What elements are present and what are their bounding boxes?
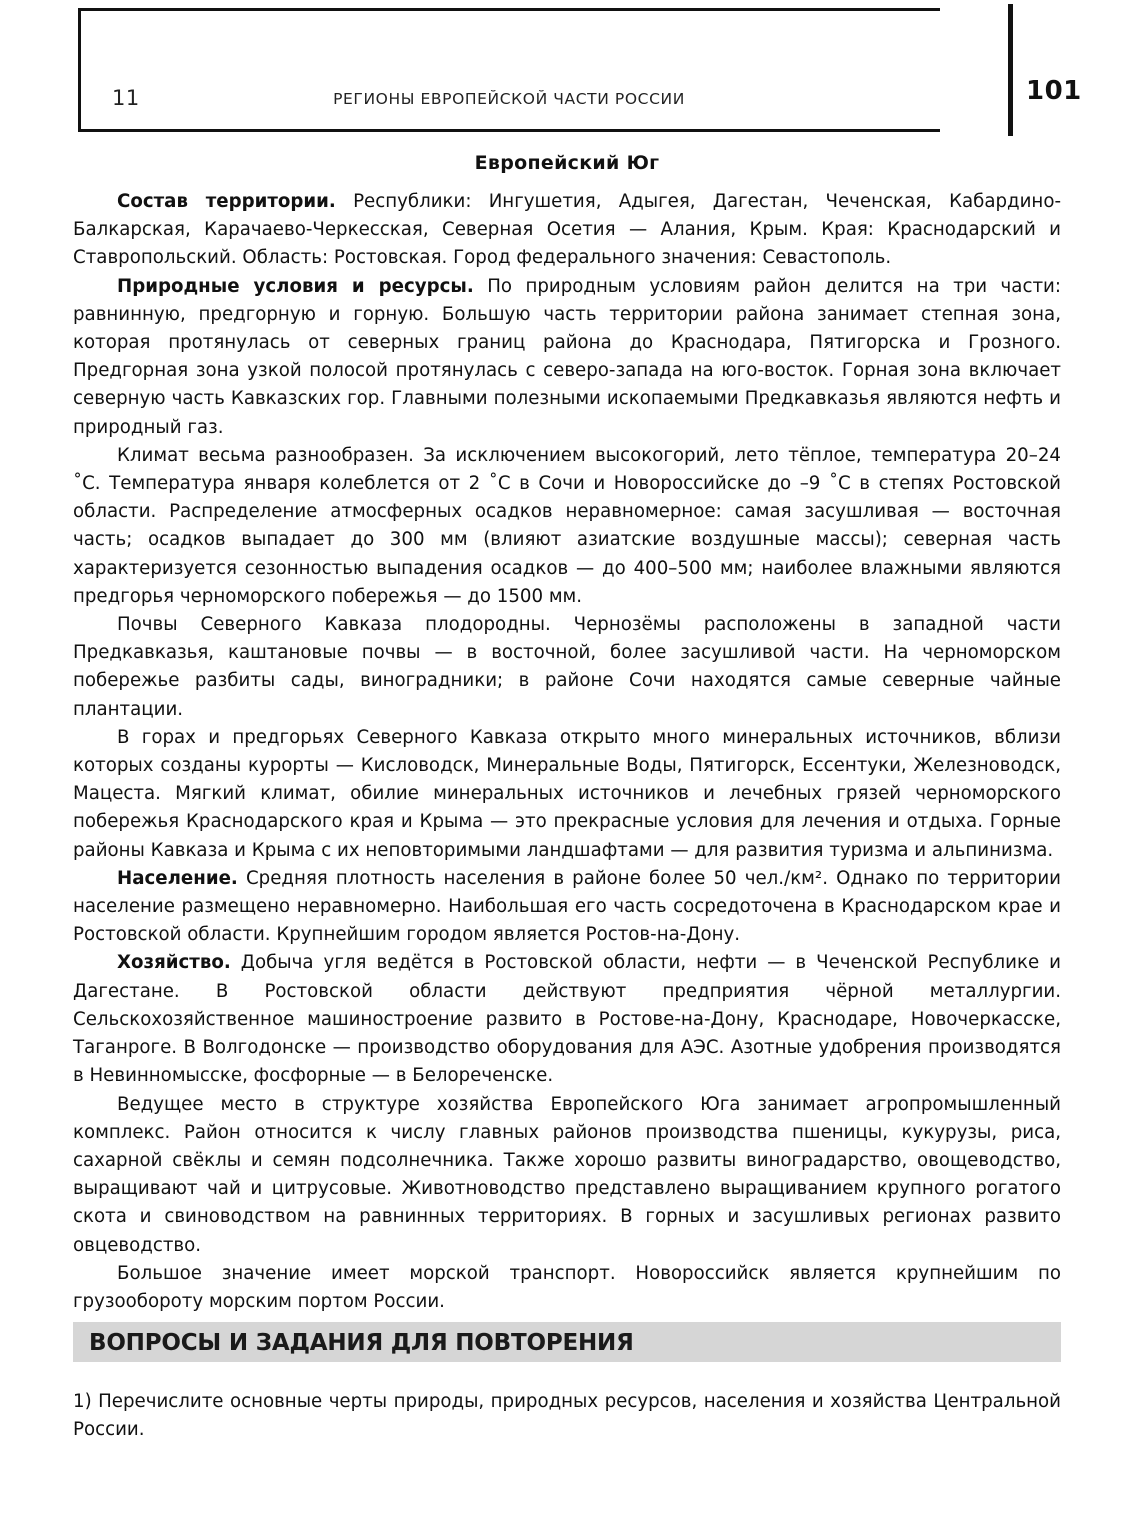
section-title: Европейский Юг [474,152,660,174]
paragraph-lead: Природные условия и ресурсы. [117,275,474,297]
paragraph-lead: Состав территории. [117,191,336,212]
paragraph [73,1260,1061,1316]
paragraph-text: Средняя плотность населения в районе более 50 чел./км². Однако по территории население размещено неравномерно. Наибольшая его часть сосредоточена в Краснодарском крае и Ростовской области. Крупнейшим городом является Ростов-на-Дону. [73,867,1061,946]
questions-banner [73,1322,1061,1362]
running-title: РЕГИОНЫ ЕВРОПЕЙСКОЙ ЧАСТИ РОССИИ [333,90,685,108]
page-number: 101 [1026,76,1082,106]
question-item: 1) Перечислите основные черты природы, природных ресурсов, населения и хозяйства Центральной России. [73,1391,1061,1441]
paragraph-text: Ведущее место в структуре хозяйства Европейского Юга занимает агропромышленный комплекс. Район относится к числу главных районов производства пшеницы, кукурузы, риса, сахарной свёклы и семян подсолнечника. Также хорошо развиты виноградарство, овощеводство, выращивают чай и цитрусовые. Животноводство представлено выращиванием крупного рогатого скота и свиноводством на равнинных территориях. В горных и засушливых регионах развито овцеводство. [73,1093,1061,1256]
paragraph [73,724,1061,865]
paragraph [73,1091,1061,1260]
paragraph [73,949,1061,1090]
questions-list [73,1388,1061,1444]
paragraph-lead: Хозяйство. [117,952,231,974]
chapter-number: 11 [112,86,140,110]
paragraph [73,188,1061,273]
paragraph [73,611,1061,724]
header-vertical-rule [1008,4,1013,136]
paragraph-text: По природным условиям район делится на три части: равнинную, предгорную и горную. Большую часть территории района занимает степная зона, которая протянулась от северных границ района до Краснодара, Пятигорска и Грозного. Предгорная зона узкой полосой протянулась с северо-запада на юго-восток. Горная зона включает северную часть Кавказских гор. Главными полезными ископаемыми Предкавказья являются нефть и природный газ. [73,275,1061,438]
paragraph-text: Добыча угля ведётся в Ростовской области, нефти — в Чеченской Республике и Дагестане. В Ростовской области действуют предприятия чёрной металлургии. Сельскохозяйственное машиностроение развито в Ростове-на-Дону, Краснодаре, Новочеркасске, Таганроге. В Волгодонске — производство оборудования для АЭС. Азотные удобрения производятся в Невинномысске, фосфорные — в Белореченске. [73,952,1061,1087]
paragraph-text: Республики: Ингушетия, Адыгея, Дагестан, Чеченская, Кабардино-Балкарская, Карачаево-Черкесская, Северная Осетия — Алания, Крым. Края: Краснодарский и Ставропольский. Область: Ростовская. Город федерального значения: Севастополь. [73,191,1062,269]
page-header [78,8,940,132]
paragraph-text: Большое значение имеет морской транспорт. Новороссийск является крупнейшим по грузообороту морским портом России. [73,1262,1061,1312]
questions-banner-label: ВОПРОСЫ И ЗАДАНИЯ ДЛЯ ПОВТОРЕНИЯ [89,1330,634,1356]
paragraph-lead: Население. [117,867,238,889]
article-body [73,152,1061,1316]
header-frame [78,8,940,132]
paragraph-text: В горах и предгорьях Северного Кавказа открыто много минеральных источников, вблизи которых созданы курорты — Кисловодск, Минеральные Воды, Пятигорск, Ессентуки, Железноводск, Мацеста. Мягкий климат, обилие минеральных источников и лечебных грязей черноморского побережья Краснодарского края и Крыма — это прекрасные условия для лечения и отдыха. Горные районы Кавказа и Крыма с их неповторимыми ландшафтами — для развития туризма и альпинизма. [73,726,1061,861]
paragraph [73,273,1061,442]
paragraph [73,865,1061,950]
paragraph [73,442,1061,611]
paragraph-text: Климат весьма разнообразен. За исключением высокогорий, лето тёплое, температура 20–24 ˚С. Температура января колеблется от 2 ˚С в Сочи и Новороссийске до –9 ˚С в степях Ростовской области. Распределение атмосферных осадков неравномерное: самая засушливая — восточная часть; осадков выпадает до 300 мм (влияют азиатские воздушные массы); северная часть характеризуется сезонностью выпадения осадков — до 400–500 мм; наиболее влажными являются предгорья черноморского побережья — до 1500 мм. [73,444,1061,607]
paragraph-text: Почвы Северного Кавказа плодородны. Чернозёмы расположены в западной части Предкавказья, каштановые почвы — в восточной, более засушливой части. На черноморском побережье разбиты сады, виноградники; в районе Сочи находятся самые северные чайные плантации. [73,614,1061,720]
